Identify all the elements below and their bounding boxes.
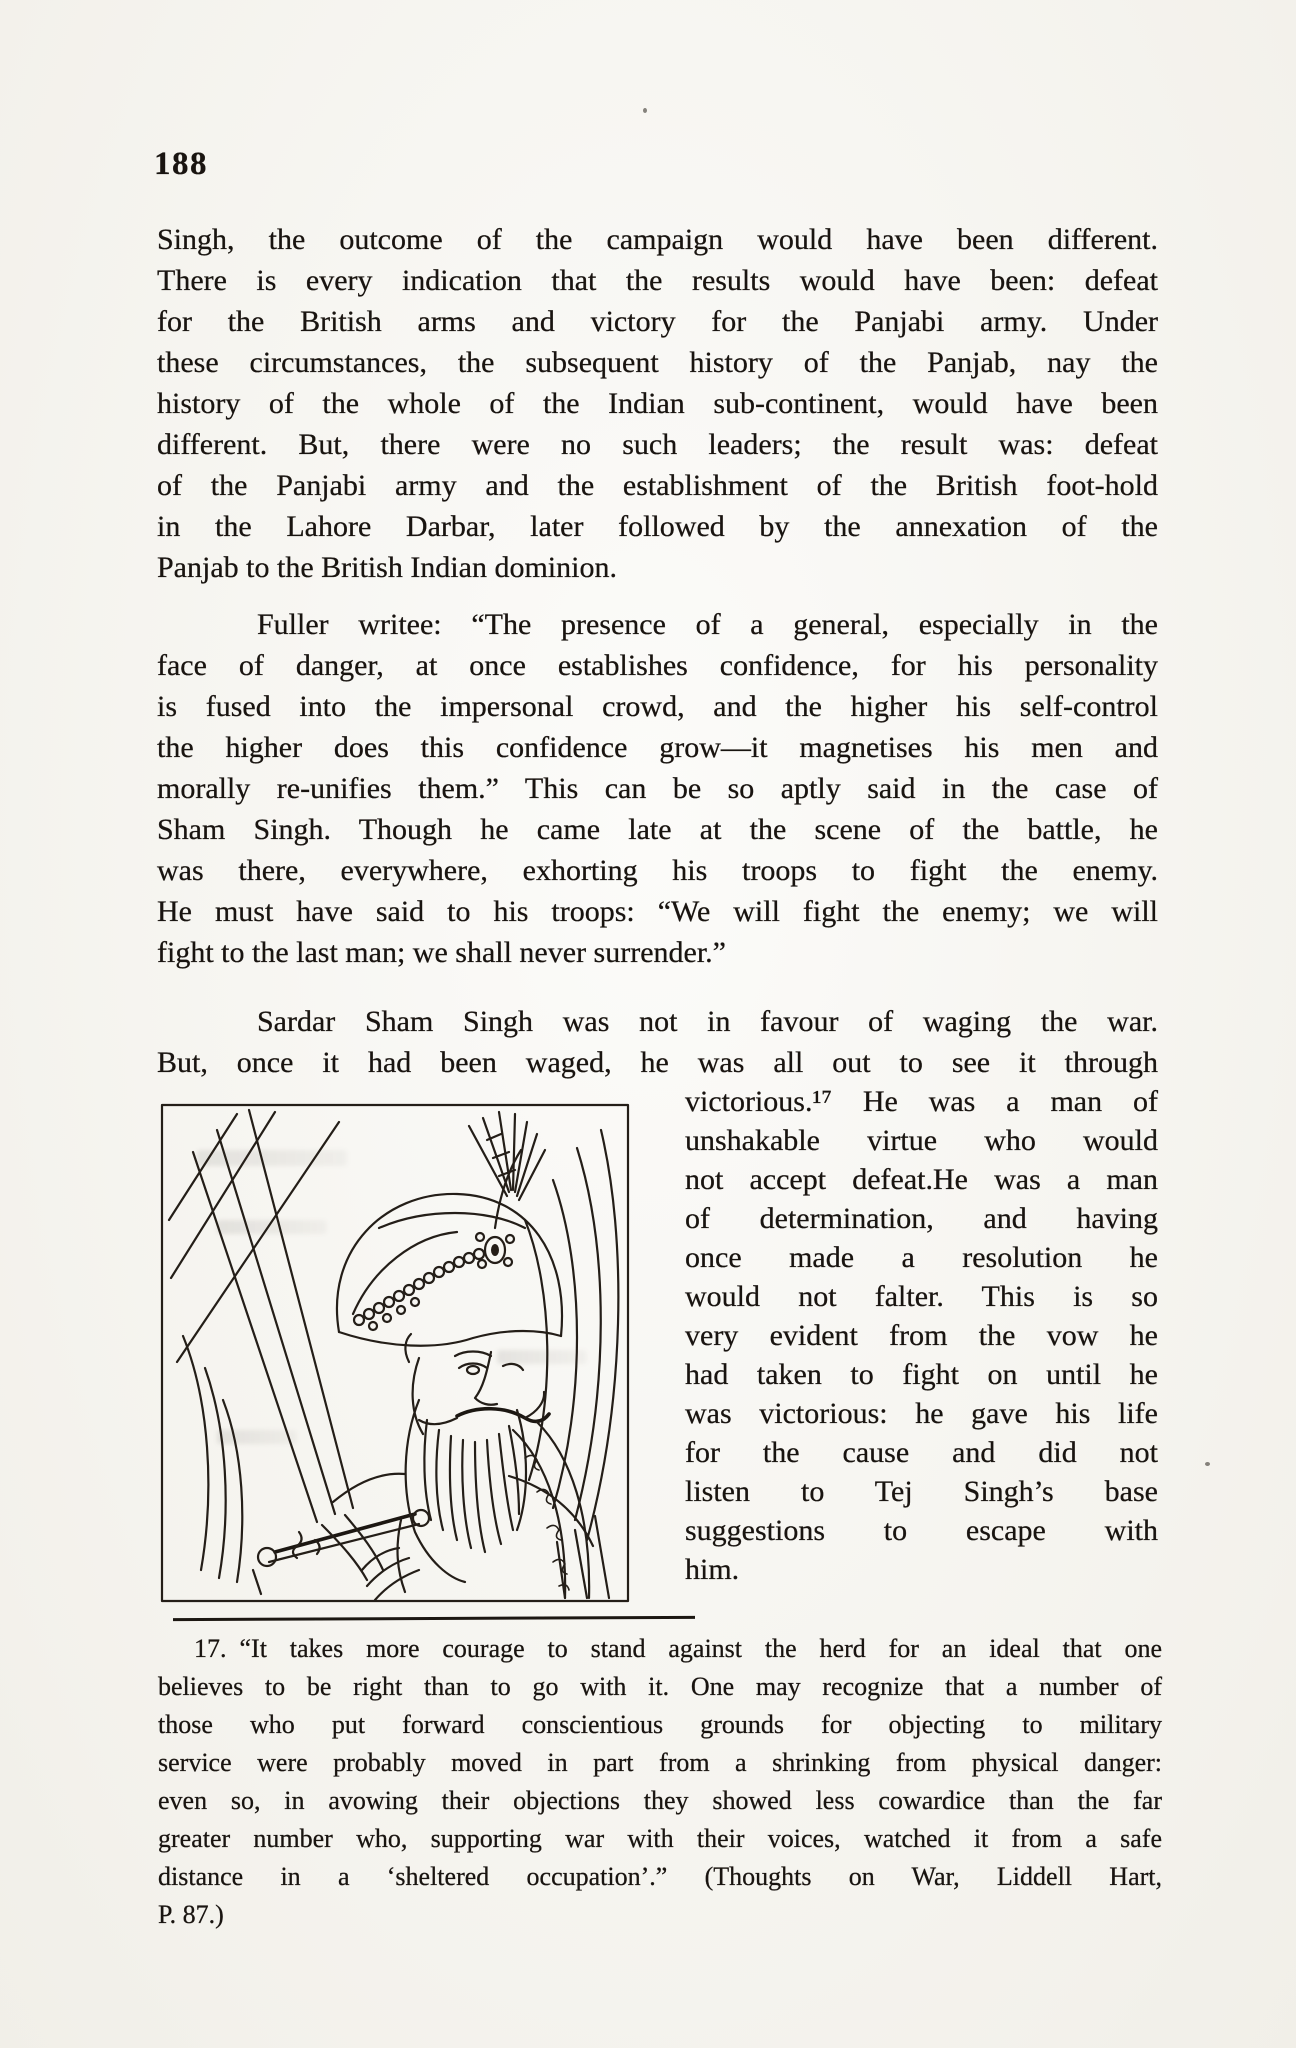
text-line: He must have said to his troops: “We will fight the enemy; we will bbox=[157, 895, 1158, 928]
text-line: Sham Singh. Though he came late at the scene of the battle, he bbox=[157, 813, 1158, 846]
text-line: for the cause and did not bbox=[685, 1436, 1158, 1469]
text-line: fight to the last man; we shall never surrender.” bbox=[157, 936, 726, 969]
text-line: Singh, the outcome of the campaign would have been different. bbox=[157, 223, 1158, 256]
paragraph-3-intro bbox=[157, 1001, 1158, 1083]
page-number: 188 bbox=[154, 146, 208, 182]
text-line: those who put forward conscientious grounds for objecting to military bbox=[158, 1710, 1162, 1739]
text-line: unshakable virtue who would bbox=[685, 1124, 1158, 1157]
bleed-through-artifact bbox=[217, 1430, 297, 1444]
text-line: for the British arms and victory for the Panjabi army. Under bbox=[157, 305, 1158, 338]
text-line: face of danger, at once establishes confidence, for his personality bbox=[157, 649, 1158, 682]
face bbox=[405, 1334, 523, 1434]
text-line: him. bbox=[685, 1553, 740, 1586]
text-line: in the Lahore Darbar, later followed by the annexation of the bbox=[157, 510, 1158, 543]
paragraph-3-wrapped-column bbox=[685, 1082, 1158, 1589]
text-line: was there, everywhere, exhorting his troops to fight the enemy. bbox=[157, 854, 1158, 887]
paragraph-2 bbox=[157, 604, 1158, 973]
text-line: distance in a ‘sheltered occupation’.” (Thoughts on War, Liddell Hart, bbox=[158, 1862, 1162, 1891]
text-line: even so, in avowing their objections they showed less cowardice than the far bbox=[158, 1786, 1162, 1815]
text-line: the higher does this confidence grow—it magnetises his men and bbox=[157, 731, 1158, 764]
beard bbox=[398, 1400, 526, 1592]
text-line: P. 87.) bbox=[158, 1900, 224, 1929]
text-line: morally re-unifies them.” This can be so aptly said in the case of bbox=[157, 772, 1158, 805]
sham-singh-portrait-illustration bbox=[157, 1100, 633, 1606]
plume bbox=[469, 1112, 545, 1228]
text-line: There is every indication that the results would have been: defeat bbox=[157, 264, 1158, 297]
text-line: Sardar Sham Singh was not in favour of waging the war. bbox=[257, 1005, 1158, 1038]
text-line: victorious.¹⁷ He was a man of bbox=[685, 1085, 1158, 1118]
text-line: had taken to fight on until he bbox=[685, 1358, 1158, 1391]
footnote-17 bbox=[158, 1630, 1162, 1934]
scan-speck bbox=[1205, 1462, 1210, 1466]
text-line: different. But, there were no such leaders; the result was: defeat bbox=[157, 428, 1158, 461]
text-line: history of the whole of the Indian sub-continent, would have been bbox=[157, 387, 1158, 420]
text-line: of the Panjabi army and the establishment of the British foot-hold bbox=[157, 469, 1158, 502]
text-line: is fused into the impersonal crowd, and the higher his self-control bbox=[157, 690, 1158, 723]
text-line: greater number who, supporting war with their voices, watched it from a safe bbox=[158, 1824, 1162, 1853]
sword-illustration bbox=[193, 1110, 429, 1600]
text-line: was victorious: he gave his life bbox=[685, 1397, 1158, 1430]
text-line: 17. “It takes more courage to stand against the herd for an ideal that one bbox=[194, 1634, 1162, 1663]
text-line: not accept defeat.He was a man bbox=[685, 1163, 1158, 1196]
text-line: But, once it had been waged, he was all out to see it through bbox=[157, 1046, 1158, 1079]
text-line: very evident from the vow he bbox=[685, 1319, 1158, 1352]
beaded-band bbox=[354, 1249, 484, 1330]
text-line: service were probably moved in part from a shrinking from physical danger: bbox=[158, 1748, 1162, 1777]
footnote-separator-rule bbox=[173, 1616, 695, 1621]
text-line: believes to be right than to go with it. One may recognize that a number of bbox=[158, 1672, 1162, 1701]
scan-speck bbox=[643, 108, 647, 113]
paragraph-1 bbox=[157, 219, 1158, 588]
text-line: Panjab to the British Indian dominion. bbox=[157, 551, 617, 584]
text-line: would not falter. This is so bbox=[685, 1280, 1158, 1313]
bleed-through-artifact bbox=[217, 1220, 327, 1234]
text-line: once made a resolution he bbox=[685, 1241, 1158, 1274]
text-line: listen to Tej Singh’s base bbox=[685, 1475, 1158, 1508]
bleed-through-artifact bbox=[197, 1150, 347, 1166]
text-line: suggestions to escape with bbox=[685, 1514, 1158, 1547]
text-line: these circumstances, the subsequent history of the Panjab, nay the bbox=[157, 346, 1158, 379]
text-line: of determination, and having bbox=[685, 1202, 1158, 1235]
bleed-through-artifact bbox=[497, 1350, 587, 1364]
text-line: Fuller writee: “The presence of a general, especially in the bbox=[257, 608, 1158, 641]
mustache bbox=[419, 1392, 549, 1424]
